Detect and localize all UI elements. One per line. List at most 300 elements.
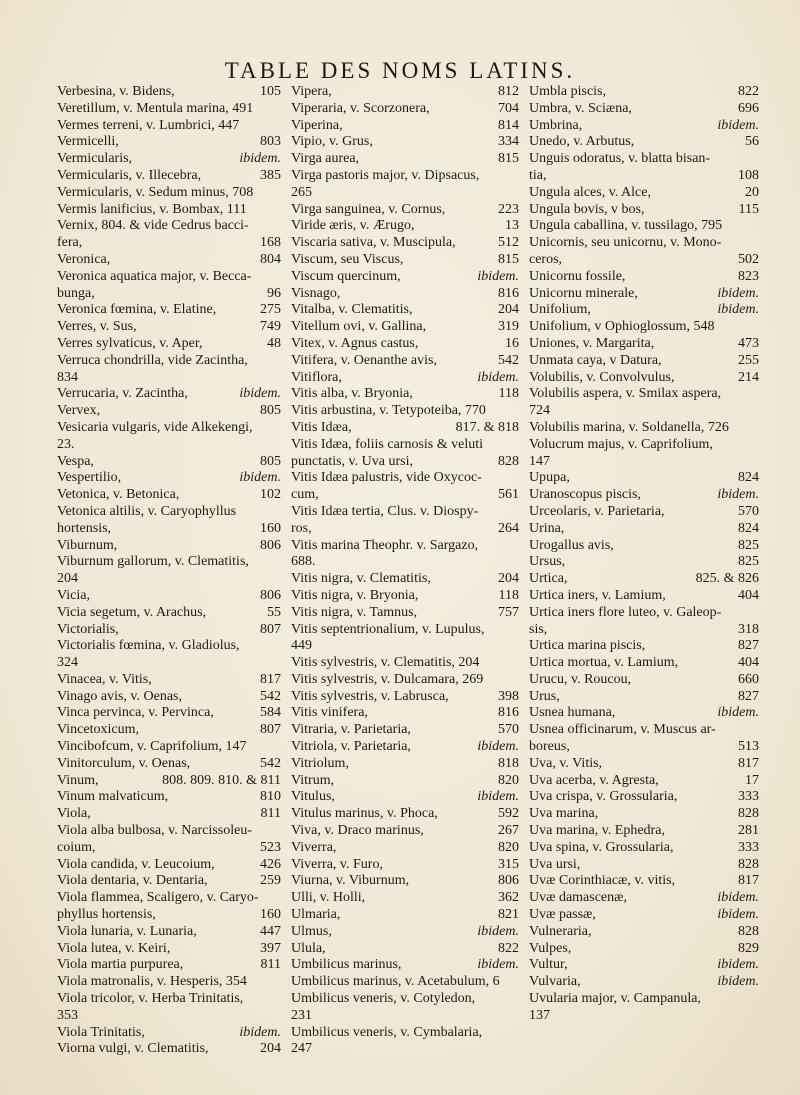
index-entry: [291, 789, 519, 806]
entry-text: Viola lunaria, v. Lunaria,: [57, 923, 197, 939]
entry-text: Ulmaria,: [291, 907, 341, 923]
entry-text: Viola dentaria, v. Dentaria,: [57, 873, 208, 889]
entry-text: Vitis vinifera,: [291, 705, 368, 721]
index-entry: [529, 151, 759, 168]
entry-page-ref: 319: [498, 319, 519, 335]
index-entry: [291, 689, 519, 706]
entry-text: Vitrum,: [291, 772, 335, 788]
index-entry: [291, 353, 519, 370]
entry-text: Vinum,: [57, 772, 99, 788]
index-entry: [529, 991, 759, 1008]
index-entry: [529, 454, 759, 471]
entry-page-ref: 315: [498, 856, 519, 872]
index-entry: [529, 756, 759, 773]
index-entry: [291, 370, 519, 387]
entry-text: Urina,: [529, 520, 565, 536]
index-entry: [57, 823, 281, 840]
entry-page-ref: 108: [738, 167, 759, 183]
index-entry: [291, 571, 519, 588]
index-entry: [57, 974, 281, 991]
entry-text: Verres, v. Sus,: [57, 319, 137, 335]
entry-page-ref: 204: [498, 571, 519, 587]
entry-text: 231: [291, 1007, 312, 1023]
entry-text: Vervex,: [57, 403, 101, 419]
index-entry: [57, 756, 281, 773]
index-entry: [291, 269, 519, 286]
entry-page-ref: 426: [260, 856, 281, 872]
entry-text: sis,: [529, 621, 548, 637]
index-entry: [57, 672, 281, 689]
entry-page-ref: 812: [498, 84, 519, 99]
index-entry: [291, 873, 519, 890]
entry-text: cum,: [291, 487, 319, 503]
entry-text: Viscum quercinum,: [291, 268, 401, 284]
entry-page-ref: ibidem.: [239, 470, 281, 486]
entry-page-ref: 815: [498, 251, 519, 267]
entry-text: Urogallus avis,: [529, 537, 614, 553]
entry-text: Vitraria, v. Parietaria,: [291, 722, 411, 738]
index-entry: [57, 622, 281, 639]
index-entry: [57, 437, 281, 454]
index-column-3: [529, 84, 759, 1025]
index-entry: [57, 1041, 281, 1058]
entry-text: Usnea officinarum, v. Muscus ar-: [529, 722, 716, 738]
index-entry: [529, 789, 759, 806]
entry-page-ref: 660: [738, 671, 759, 687]
index-entry: [291, 437, 519, 454]
entry-text: Uvæ passæ,: [529, 907, 596, 923]
index-entry: [57, 420, 281, 437]
entry-text: Veronica fœmina, v. Elatine,: [57, 302, 217, 318]
index-entry: [529, 504, 759, 521]
index-entry: [291, 538, 519, 555]
entry-text: Viola Trinitatis,: [57, 1024, 145, 1040]
entry-page-ref: 561: [498, 487, 519, 503]
entry-page-ref: 821: [498, 907, 519, 923]
entry-page-ref: 473: [738, 335, 759, 351]
entry-text: 147: [529, 453, 550, 469]
index-entry: [57, 924, 281, 941]
entry-text: Umbilicus veneris, v. Cotyledon,: [291, 991, 476, 1007]
entry-text: Vinacea, v. Vitis,: [57, 671, 152, 687]
entry-text: Viride æris, v. Ærugo,: [291, 218, 415, 234]
entry-page-ref: 20: [745, 184, 759, 200]
entry-page-ref: 827: [738, 688, 759, 704]
entry-page-ref: 828: [498, 453, 519, 469]
index-entry: [291, 823, 519, 840]
entry-text: Unedo, v. Arbutus,: [529, 134, 635, 150]
entry-text: Uvularia major, v. Campanula,: [529, 991, 701, 1007]
index-entry: [57, 202, 281, 219]
index-entry: [291, 857, 519, 874]
entry-page-ref: ibidem.: [477, 369, 519, 385]
index-entry: [57, 504, 281, 521]
entry-text: Ursus,: [529, 554, 566, 570]
index-entry: [291, 151, 519, 168]
entry-page-ref: ibidem.: [477, 268, 519, 284]
entry-page-ref: 385: [260, 167, 281, 183]
index-entry: [57, 588, 281, 605]
index-entry: [529, 218, 759, 235]
entry-page-ref: 806: [260, 537, 281, 553]
index-entry: [291, 454, 519, 471]
entry-page-ref: ibidem.: [477, 789, 519, 805]
entry-page-ref: 820: [498, 839, 519, 855]
entry-text: Veronica,: [57, 251, 111, 267]
entry-page-ref: 542: [498, 352, 519, 368]
entry-text: Unicornu minerale,: [529, 285, 638, 301]
index-entry: [291, 84, 519, 101]
entry-page-ref: 825. & 826: [695, 571, 759, 587]
index-entry: [57, 370, 281, 387]
index-entry: [529, 202, 759, 219]
entry-text: Vitalba, v. Clematitis,: [291, 302, 413, 318]
entry-text: Viscum, seu Viscus,: [291, 251, 404, 267]
index-entry: [529, 1008, 759, 1025]
index-entry: [291, 202, 519, 219]
entry-text: Vulneraria,: [529, 923, 592, 939]
entry-page-ref: 542: [260, 755, 281, 771]
entry-text: Urtica marina piscis,: [529, 638, 646, 654]
entry-page-ref: 828: [738, 923, 759, 939]
entry-page-ref: 824: [738, 470, 759, 486]
entry-text: Vitis sylvestris, v. Dulcamara, 269: [291, 671, 484, 687]
entry-page-ref: 807: [260, 621, 281, 637]
entry-page-ref: 275: [260, 302, 281, 318]
index-entry: [529, 487, 759, 504]
entry-text: Unmata caya, v Datura,: [529, 352, 662, 368]
entry-text: Uva, v. Vitis,: [529, 755, 603, 771]
index-entry: [529, 420, 759, 437]
index-entry: [529, 336, 759, 353]
index-entry: [529, 118, 759, 135]
index-entry: [291, 722, 519, 739]
entry-page-ref: 502: [738, 251, 759, 267]
entry-page-ref: 817: [260, 671, 281, 687]
index-entry: [291, 168, 519, 185]
entry-page-ref: 829: [738, 940, 759, 956]
index-entry: [291, 705, 519, 722]
index-entry: [291, 605, 519, 622]
entry-text: 204: [57, 571, 78, 587]
entry-page-ref: 214: [738, 369, 759, 385]
entry-page-ref: 204: [260, 1041, 281, 1057]
index-entry: [57, 605, 281, 622]
index-entry: [529, 823, 759, 840]
index-entry: [57, 840, 281, 857]
entry-page-ref: 56: [745, 134, 759, 150]
entry-text: 265: [291, 184, 312, 200]
index-entry: [57, 168, 281, 185]
entry-text: Vitex, v. Agnus castus,: [291, 335, 419, 351]
index-entry: [291, 941, 519, 958]
index-entry: [291, 588, 519, 605]
entry-text: Vulvaria,: [529, 974, 581, 990]
entry-text: Vitulus,: [291, 789, 335, 805]
entry-text: 449: [291, 638, 312, 654]
entry-text: Uva spina, v. Grossularia,: [529, 839, 674, 855]
entry-text: Vitulus marinus, v. Phoca,: [291, 806, 438, 822]
entry-text: Viola,: [57, 806, 91, 822]
index-entry: [529, 370, 759, 387]
index-entry: [57, 336, 281, 353]
index-entry: [57, 1008, 281, 1025]
index-entry: [57, 151, 281, 168]
entry-text: Vermicularis, v. Illecebra,: [57, 167, 202, 183]
entry-text: Vultur,: [529, 957, 568, 973]
entry-page-ref: 13: [505, 218, 519, 234]
entry-text: Verrucaria, v. Zacintha,: [57, 386, 188, 402]
entry-text: Uva acerba, v. Agresta,: [529, 772, 659, 788]
entry-text: 724: [529, 403, 550, 419]
entry-text: phyllus hortensis,: [57, 907, 156, 923]
entry-text: Viola matronalis, v. Hesperis, 354: [57, 974, 247, 990]
entry-text: 834: [57, 369, 78, 385]
entry-text: Umbilicus marinus, v. Acetabulum, 6: [291, 974, 500, 990]
index-entry: [291, 286, 519, 303]
entry-text: Vesicaria vulgaris, vide Alkekengi,: [57, 419, 253, 435]
entry-text: Vitriolum,: [291, 755, 349, 771]
entry-text: Vermes terreni, v. Lumbrici, 447: [57, 117, 240, 133]
entry-text: Unicornis, seu unicornu, v. Mono-: [529, 235, 722, 251]
entry-text: Vitis Idæa tertia, Clus. v. Diospy-: [291, 503, 479, 519]
index-entry: [57, 353, 281, 370]
entry-text: Vermicularis, v. Sedum minus, 708: [57, 184, 254, 200]
entry-text: Urtica,: [529, 571, 568, 587]
entry-text: 324: [57, 655, 78, 671]
index-entry: [529, 286, 759, 303]
entry-text: Volubilis aspera, v. Smilax aspera,: [529, 386, 722, 402]
entry-text: Usnea humana,: [529, 705, 616, 721]
entry-page-ref: 584: [260, 705, 281, 721]
entry-page-ref: 818: [498, 755, 519, 771]
entry-page-ref: 803: [260, 134, 281, 150]
entry-text: Vitifera, v. Oenanthe avis,: [291, 352, 437, 368]
entry-text: Vulpes,: [529, 940, 572, 956]
index-entry: [291, 487, 519, 504]
index-entry: [57, 487, 281, 504]
entry-text: Uranoscopus piscis,: [529, 487, 641, 503]
entry-text: Ulmus,: [291, 923, 332, 939]
entry-text: Vermis lanificius, v. Bombax, 111: [57, 201, 247, 217]
entry-page-ref: 816: [498, 705, 519, 721]
entry-text: Virga sanguinea, v. Cornus,: [291, 201, 446, 217]
index-entry: [291, 252, 519, 269]
entry-text: 247: [291, 1041, 312, 1057]
entry-page-ref: 118: [498, 587, 519, 603]
entry-page-ref: 55: [267, 604, 281, 620]
entry-page-ref: 160: [260, 520, 281, 536]
index-entry: [291, 974, 519, 991]
entry-page-ref: 811: [260, 806, 281, 822]
index-entry: [291, 235, 519, 252]
entry-page-ref: 512: [498, 235, 519, 251]
entry-text: Viva, v. Draco marinus,: [291, 823, 424, 839]
index-entry: [291, 907, 519, 924]
index-entry: [291, 890, 519, 907]
index-entry: [529, 554, 759, 571]
index-entry: [529, 705, 759, 722]
index-entry: [57, 571, 281, 588]
entry-text: Umbla piscis,: [529, 84, 606, 99]
entry-page-ref: 822: [498, 940, 519, 956]
entry-text: Unicornu fossile,: [529, 268, 626, 284]
index-entry: [57, 941, 281, 958]
index-entry: [291, 1025, 519, 1042]
entry-page-ref: 168: [260, 235, 281, 251]
entry-text: Vitis sylvestris, v. Labrusca,: [291, 688, 449, 704]
entry-page-ref: 102: [260, 487, 281, 503]
entry-page-ref: 404: [738, 655, 759, 671]
entry-page-ref: 281: [738, 823, 759, 839]
index-entry: [57, 386, 281, 403]
index-entry: [57, 991, 281, 1008]
entry-text: Viscaria sativa, v. Muscipula,: [291, 235, 456, 251]
entry-page-ref: 333: [738, 839, 759, 855]
index-entry: [529, 672, 759, 689]
entry-text: Vitis arbustina, v. Tetypoteiba, 770: [291, 403, 486, 419]
entry-page-ref: 334: [498, 134, 519, 150]
entry-text: Vitellum ovi, v. Gallina,: [291, 319, 427, 335]
entry-page-ref: 810: [260, 789, 281, 805]
index-entry: [291, 1041, 519, 1058]
index-entry: [57, 134, 281, 151]
index-entry: [291, 403, 519, 420]
entry-text: Virga pastoris major, v. Dipsacus,: [291, 167, 480, 183]
index-entry: [291, 218, 519, 235]
entry-page-ref: 255: [738, 352, 759, 368]
entry-text: Upupa,: [529, 470, 570, 486]
entry-text: Ungula bovis, v bos,: [529, 201, 645, 217]
entry-text: Viola candida, v. Leucoium,: [57, 856, 215, 872]
index-entry: [57, 1025, 281, 1042]
entry-text: Vipio, v. Grus,: [291, 134, 373, 150]
entry-page-ref: 570: [738, 503, 759, 519]
entry-page-ref: 757: [498, 604, 519, 620]
entry-text: Veretillum, v. Mentula marina, 491: [57, 100, 254, 116]
entry-page-ref: 398: [498, 688, 519, 704]
entry-text: Vitis nigra, v. Clematitis,: [291, 571, 431, 587]
entry-page-ref: 825: [738, 554, 759, 570]
entry-page-ref: ibidem.: [717, 487, 759, 503]
index-entry: [291, 806, 519, 823]
index-entry: [57, 907, 281, 924]
index-entry: [57, 235, 281, 252]
index-entry: [529, 269, 759, 286]
entry-text: Uva marina,: [529, 806, 599, 822]
entry-page-ref: 817: [738, 873, 759, 889]
entry-text: Visnago,: [291, 285, 341, 301]
entry-text: Urtica iners flore luteo, v. Galeop-: [529, 604, 722, 620]
entry-text: Vitis Idæa,: [291, 419, 352, 435]
entry-page-ref: 118: [498, 386, 519, 402]
entry-page-ref: 704: [498, 100, 519, 116]
entry-page-ref: ibidem.: [717, 285, 759, 301]
entry-text: Urtica iners, v. Lamium,: [529, 587, 666, 603]
entry-text: Viola tricolor, v. Herba Trinitatis,: [57, 991, 244, 1007]
index-entry: [529, 605, 759, 622]
entry-text: tia,: [529, 167, 547, 183]
entry-text: punctatis, v. Uva ursi,: [291, 453, 413, 469]
entry-text: Vespertilio,: [57, 470, 122, 486]
index-entry: [291, 302, 519, 319]
entry-page-ref: 318: [738, 621, 759, 637]
index-entry: [529, 890, 759, 907]
entry-text: Ulli, v. Holli,: [291, 890, 366, 906]
index-entry: [529, 235, 759, 252]
index-entry: [529, 689, 759, 706]
entry-text: Volubilis, v. Convolvulus,: [529, 369, 675, 385]
index-entry: [291, 773, 519, 790]
index-entry: [529, 353, 759, 370]
index-entry: [291, 386, 519, 403]
index-entry: [291, 655, 519, 672]
entry-text: Verres sylvaticus, v. Aper,: [57, 335, 203, 351]
index-entry: [529, 319, 759, 336]
entry-text: ceros,: [529, 251, 563, 267]
entry-page-ref: ibidem.: [717, 957, 759, 973]
entry-text: Vernix, 804. & vide Cedrus bacci-: [57, 218, 249, 234]
index-entry: [291, 470, 519, 487]
entry-text: Viperina,: [291, 117, 343, 133]
entry-page-ref: 105: [260, 84, 281, 99]
entry-text: Urtica mortua, v. Lamium,: [529, 655, 679, 671]
index-entry: [529, 622, 759, 639]
entry-page-ref: 811: [260, 957, 281, 973]
entry-text: Viola martia purpurea,: [57, 957, 184, 973]
entry-text: Vermicularis,: [57, 151, 133, 167]
entry-page-ref: 397: [260, 940, 281, 956]
entry-text: Unifolium,: [529, 302, 591, 318]
entry-text: Viola lutea, v. Keiri,: [57, 940, 171, 956]
index-entry: [529, 638, 759, 655]
entry-text: 137: [529, 1007, 550, 1023]
entry-text: Vipera,: [291, 84, 332, 99]
index-entry: [57, 454, 281, 471]
index-entry: [529, 655, 759, 672]
entry-page-ref: 828: [738, 806, 759, 822]
index-entry: [529, 773, 759, 790]
entry-text: Ulula,: [291, 940, 326, 956]
index-entry: [291, 739, 519, 756]
index-entry: [529, 739, 759, 756]
index-column-2: [291, 84, 519, 1058]
entry-text: Vitis septentrionalium, v. Lupulus,: [291, 621, 485, 637]
entry-text: Vetonica altilis, v. Caryophyllus: [57, 503, 237, 519]
index-entry: [291, 957, 519, 974]
entry-page-ref: 806: [260, 587, 281, 603]
index-entry: [529, 185, 759, 202]
index-entry: [529, 84, 759, 101]
entry-text: Vitis marina Theophr. v. Sargazo,: [291, 537, 479, 553]
index-entry: [57, 773, 281, 790]
index-entry: [529, 588, 759, 605]
index-entry: [529, 722, 759, 739]
index-entry: [57, 705, 281, 722]
entry-page-ref: 523: [260, 839, 281, 855]
entry-page-ref: ibidem.: [477, 923, 519, 939]
entry-page-ref: 17: [745, 772, 759, 788]
entry-text: ros,: [291, 520, 312, 536]
index-entry: [291, 319, 519, 336]
entry-text: 353: [57, 1007, 78, 1023]
entry-text: Uva marina, v. Ephedra,: [529, 823, 665, 839]
entry-page-ref: 447: [260, 923, 281, 939]
index-entry: [291, 336, 519, 353]
index-entry: [57, 554, 281, 571]
entry-text: Volucrum majus, v. Caprifolium,: [529, 436, 713, 452]
entry-page-ref: 362: [498, 890, 519, 906]
